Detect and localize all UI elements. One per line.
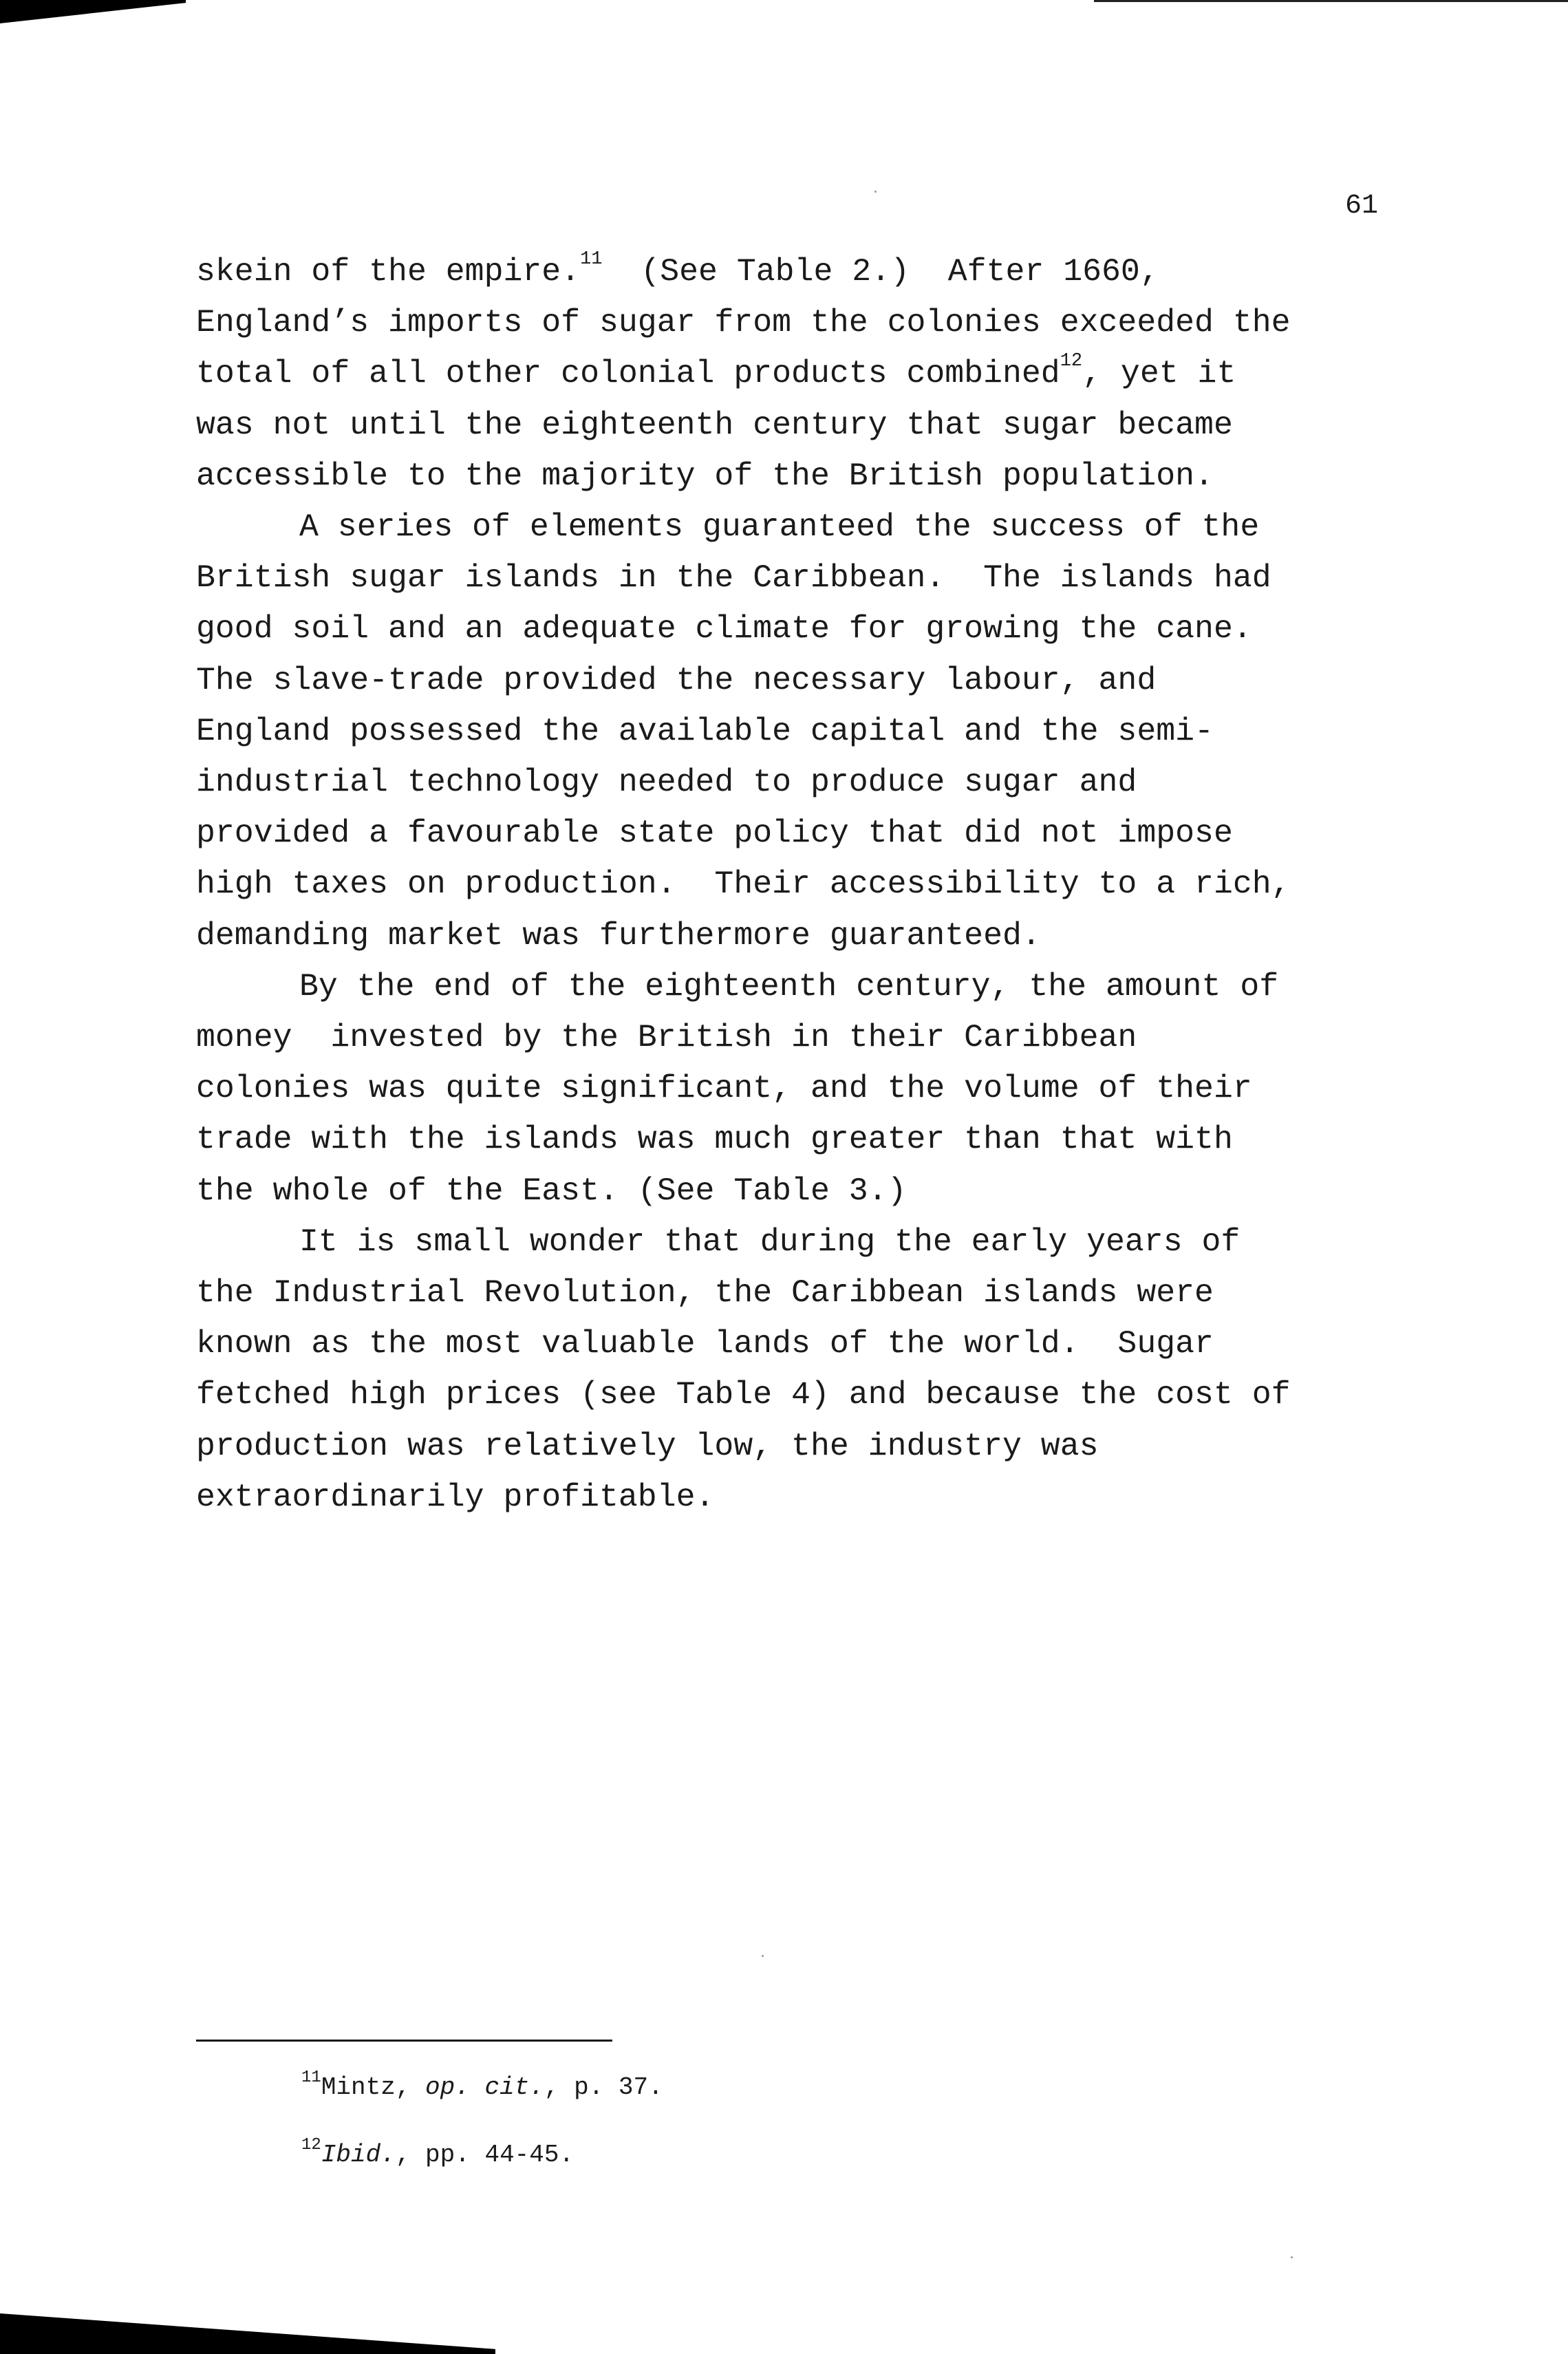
text-line: fetched high prices (see Table 4) and because the cost of — [196, 1376, 1291, 1413]
text-line — [196, 348, 1393, 399]
text-line: England possessed the available capital and the semi- — [196, 712, 1214, 749]
text-span: , yet it — [1082, 355, 1236, 392]
footnote-text: , pp. 44-45. — [395, 2141, 574, 2169]
footnote-number: 11 — [301, 2068, 321, 2087]
text-line: good soil and an adequate climate for growing the cane. — [196, 610, 1252, 648]
footnote-citation: op. cit. — [425, 2073, 544, 2101]
footnote-12 — [301, 2136, 574, 2170]
footnote-text: , p. 37. — [544, 2073, 663, 2101]
text-line — [196, 246, 1393, 297]
footnote-separator — [196, 2040, 612, 2042]
text-line: known as the most valuable lands of the world. Sugar — [196, 1325, 1214, 1362]
text-line: It is small wonder that during the early years of — [299, 1223, 1241, 1260]
footnote-reference: 12 — [1060, 351, 1083, 372]
text-line: England’s imports of sugar from the colonies exceeded the — [196, 304, 1291, 341]
text-line: industrial technology needed to produce sugar and — [196, 764, 1137, 801]
paragraph-4 — [196, 1217, 1393, 1523]
text-span: total of all other colonial products combined — [196, 355, 1060, 392]
text-line: the Industrial Revolution, the Caribbean islands were — [196, 1274, 1214, 1312]
scan-edge-line — [1094, 0, 1568, 2]
text-line: was not until the eighteenth century that sugar became — [196, 406, 1233, 443]
footnote-citation: Ibid. — [321, 2141, 396, 2169]
text-line: trade with the islands was much greater than that with — [196, 1121, 1233, 1158]
text-line: provided a favourable state policy that did not impose — [196, 815, 1233, 852]
body-text — [196, 246, 1393, 1523]
text-line: high taxes on production. Their accessibility to a rich, — [196, 866, 1291, 903]
page-number: 61 — [1345, 191, 1379, 222]
text-line: extraordinarily profitable. — [196, 1478, 715, 1515]
text-line: money invested by the British in their Caribbean — [196, 1019, 1137, 1056]
scan-speck — [762, 1955, 764, 1957]
text-line: accessible to the majority of the British population. — [196, 457, 1214, 494]
text-span: (See Table 2.) After 1660, — [602, 253, 1159, 290]
scan-speck — [874, 191, 877, 193]
text-line: the whole of the East. (See Table 3.) — [196, 1172, 907, 1209]
text-line: colonies was quite significant, and the volume of their — [196, 1070, 1252, 1107]
scan-edge-mark — [0, 2313, 495, 2354]
text-line: A series of elements guaranteed the success of the — [299, 509, 1260, 546]
paragraph-2 — [196, 502, 1393, 961]
text-line: demanding market was furthermore guaranteed. — [196, 917, 1041, 954]
text-line: The slave-trade provided the necessary labour, and — [196, 661, 1157, 698]
scan-edge-mark — [0, 0, 186, 23]
scan-speck — [1291, 2256, 1293, 2258]
paragraph-3 — [196, 961, 1393, 1217]
text-span: skein of the empire. — [196, 253, 581, 290]
footnote-reference: 11 — [580, 249, 603, 270]
footnote-number: 12 — [301, 2136, 321, 2154]
footnote-text: Mintz, — [321, 2073, 426, 2101]
paragraph-1 — [196, 246, 1393, 502]
text-line: By the end of the eighteenth century, the amount of — [299, 967, 1279, 1005]
footnote-11 — [301, 2068, 663, 2103]
text-line: production was relatively low, the industry was — [196, 1427, 1099, 1464]
text-line: British sugar islands in the Caribbean. The islands had — [196, 559, 1271, 597]
